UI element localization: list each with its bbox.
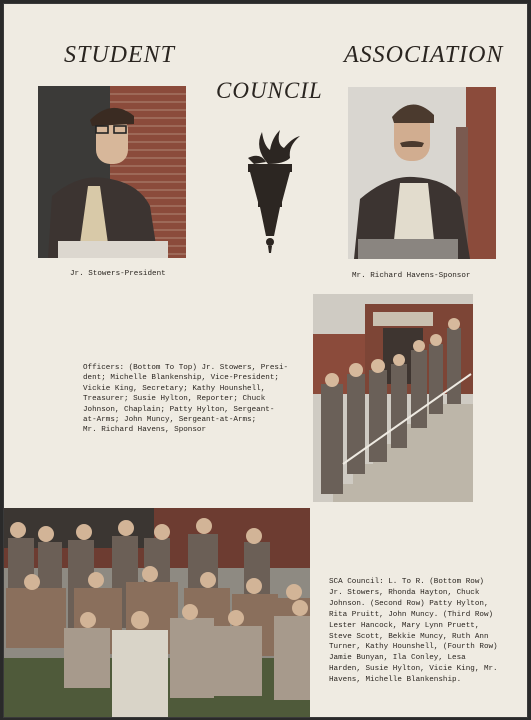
council-caption-line: Steve Scott, Bekkie Muncy, Ruth Ann bbox=[329, 632, 489, 641]
council-group-photo bbox=[4, 508, 310, 717]
yearbook-page bbox=[3, 3, 528, 718]
council-caption-line: Jamie Bunyan, Ila Conley, Lesa bbox=[329, 654, 466, 663]
torch-icon bbox=[240, 128, 302, 254]
title-student: STUDENT bbox=[64, 42, 176, 68]
officers-caption bbox=[83, 363, 288, 436]
title-association: ASSOCIATION bbox=[344, 42, 504, 68]
council-caption-line: Lester Hancock, Mary Lynn Pruett, bbox=[329, 621, 480, 630]
officers-caption-line: Johnson, Chaplain; Patty Hylton, Sergeant- bbox=[83, 405, 275, 414]
council-caption-line: Jr. Stowers, Rhonda Hayton, Chuck bbox=[329, 588, 480, 597]
officers-photo bbox=[313, 294, 473, 502]
council-caption-line: Rita Pruitt, John Muncy. (Third Row) bbox=[329, 610, 494, 619]
officers-caption-line: dent; Michelle Blankenship, Vice-President; bbox=[83, 374, 279, 383]
council-caption bbox=[329, 577, 498, 686]
council-caption-line: SCA Council: L. To R. (Bottom Row) bbox=[329, 578, 484, 586]
sponsor-photo bbox=[348, 87, 496, 259]
council-caption-line: Harden, Susie Hylton, Vicie King, Mr. bbox=[329, 665, 498, 674]
president-caption: Jr. Stowers-President bbox=[70, 270, 166, 278]
council-caption-line: Havens, Michelle Blankenship. bbox=[329, 676, 462, 685]
officers-caption-line: Vickie King, Secretary; Kathy Hounshell, bbox=[83, 384, 266, 393]
title-council: COUNCIL bbox=[216, 78, 323, 103]
officers-caption-line: Treasurer; Susie Hylton, Reporter; Chuck bbox=[83, 395, 266, 404]
council-caption-line: Turner, Kathy Hounshell, (Fourth Row) bbox=[329, 643, 498, 652]
officers-caption-line: Mr. Richard Havens, Sponsor bbox=[83, 426, 207, 435]
president-photo bbox=[38, 86, 186, 258]
council-caption-line: Johnson. (Second Row) Patty Hylton, bbox=[329, 599, 489, 608]
officers-caption-line: at-Arms; John Muncy, Sergeant-at-Arms; bbox=[83, 416, 257, 425]
officers-caption-line: Officers: (Bottom To Top) Jr. Stowers, Presi- bbox=[83, 364, 289, 372]
sponsor-caption: Mr. Richard Havens-Sponsor bbox=[352, 272, 471, 280]
